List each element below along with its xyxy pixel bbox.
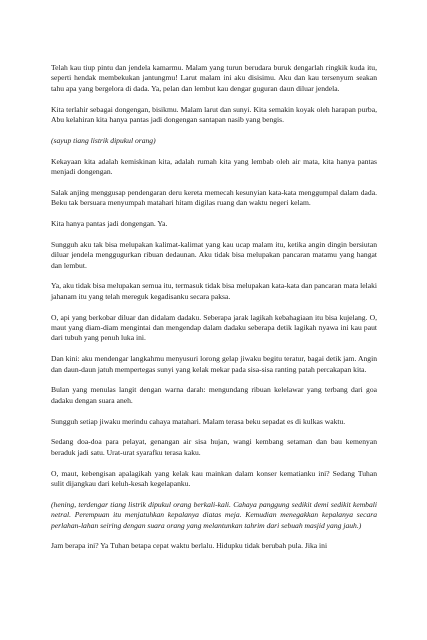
body-paragraph: O, api yang berkobar diluar dan didalam dadaku. Seberapa jarak lagikah kebahagiaan itu bisa kujelang. O, maut yang diam-diam mengintai dan mengendap dalam dadaku seberapa detik lagikah nyawa ini kau paut dari tubuh yang penuh luka ini. — [51, 312, 377, 343]
body-paragraph: Telah kau tiup pintu dan jendela kamarmu. Malam yang turun berudara buruk dengarlah ringkik kuda itu, seperti hendak membekukan jantungmu! Larut malam ini aku disisimu. Aku dan kau tersenyum seakan tahu apa yang bergelora di dada. Ya, pelan dan lembut kau dengar guguran daun diluar jendela. — [51, 63, 377, 93]
body-paragraph: Sungguh setiap jiwaku merindu cahaya matahari. Malam terasa beku sepadat es di kulkas waktu. — [51, 416, 346, 426]
body-paragraph: Salak anjing menggusap pendengaran deru kereta memecah kesunyian kata-kata menggumpal dalam dada. Beku tak bersuara menyumpah matahari hitam digilas ruang dan waktu negeri kelam. — [51, 187, 377, 208]
body-paragraph: Sedang doa-doa para pelayat, genangan air sisa hujan, wangi kembang setaman dan bau kemenyan beraduk jadi satu. Urat-urat syarafku terasa kaku. — [51, 437, 377, 457]
body-paragraph: Sungguh aku tak bisa melupakan kalimat-kalimat yang kau ucap malam itu, ketika angin dingin bersiutan diluar jendela menggugurkan ribuan dedaunan. Aku tidak bisa melupakan pancaran matamu yang hangat dan lembut. — [51, 239, 377, 270]
body-paragraph: Ya, aku tidak bisa melupakan semua itu, termasuk tidak bisa melupakan kata-kata dan pancaran mata lelaki jahanam itu yang telah mereguk kegadisanku secara paksa. — [51, 281, 377, 301]
body-paragraph: O, maut, kebengisan apalagikah yang kelak kau mainkan dalam konser kematianku ini? Sedang Tuhan sulit dijangkau dari keluh-kesah kegelapanku. — [51, 468, 377, 489]
body-paragraph: Kekayaan kita adalah kemiskinan kita, adalah rumah kita yang lembab oleh air mata, kita hanya pantas menjadi dongengan. — [51, 156, 377, 177]
body-paragraph: Bulan yang menulas langit dengan warna darah: mengundang ribuan kelelawar yang terbang dari goa dadaku dengan suara aneh. — [51, 385, 377, 405]
stage-direction-paragraph: (sayup tiang listrik dipukul orang) — [51, 135, 156, 145]
body-paragraph: Kita hanya pantas jadi dongengan. Ya. — [51, 219, 168, 229]
body-paragraph: Kita terlahir sebagai dongengan, bisikmu. Malam larut dan sunyi. Kita semakin koyak oleh harapan purba, Abu kelahiran kita hanya pantas jadi dongengan santapan nasib yang bengis. — [51, 104, 377, 125]
document-page — [51, 63, 377, 552]
body-paragraph: Dan kini: aku mendengar langkahmu menyusuri lorong gelap jiwaku begitu teratur, bagai detik jam. Angin dan daun-daun jatuh mempertegas sunyi yang kelak mekar pada sisa-sisa ranting patah percakapan kita. — [51, 354, 377, 374]
body-paragraph: Jam berapa ini? Ya Tuhan betapa cepat waktu berlalu. Hidupku tidak berubah pula. Jika ini — [51, 541, 328, 551]
stage-direction-paragraph: (hening, terdengar tiang listrik dipukul orang berkali-kali. Cahaya panggung sedikit demi sedikit kembali netral. Perempuan itu menjatuhkan kepalanya diatas meja. Kemudian menegakkan kepalanya secara perlahan-lahan seiring dengan suara orang yang melantunkan tahrim dari sebuah masjid yang jauh.) — [51, 499, 377, 530]
